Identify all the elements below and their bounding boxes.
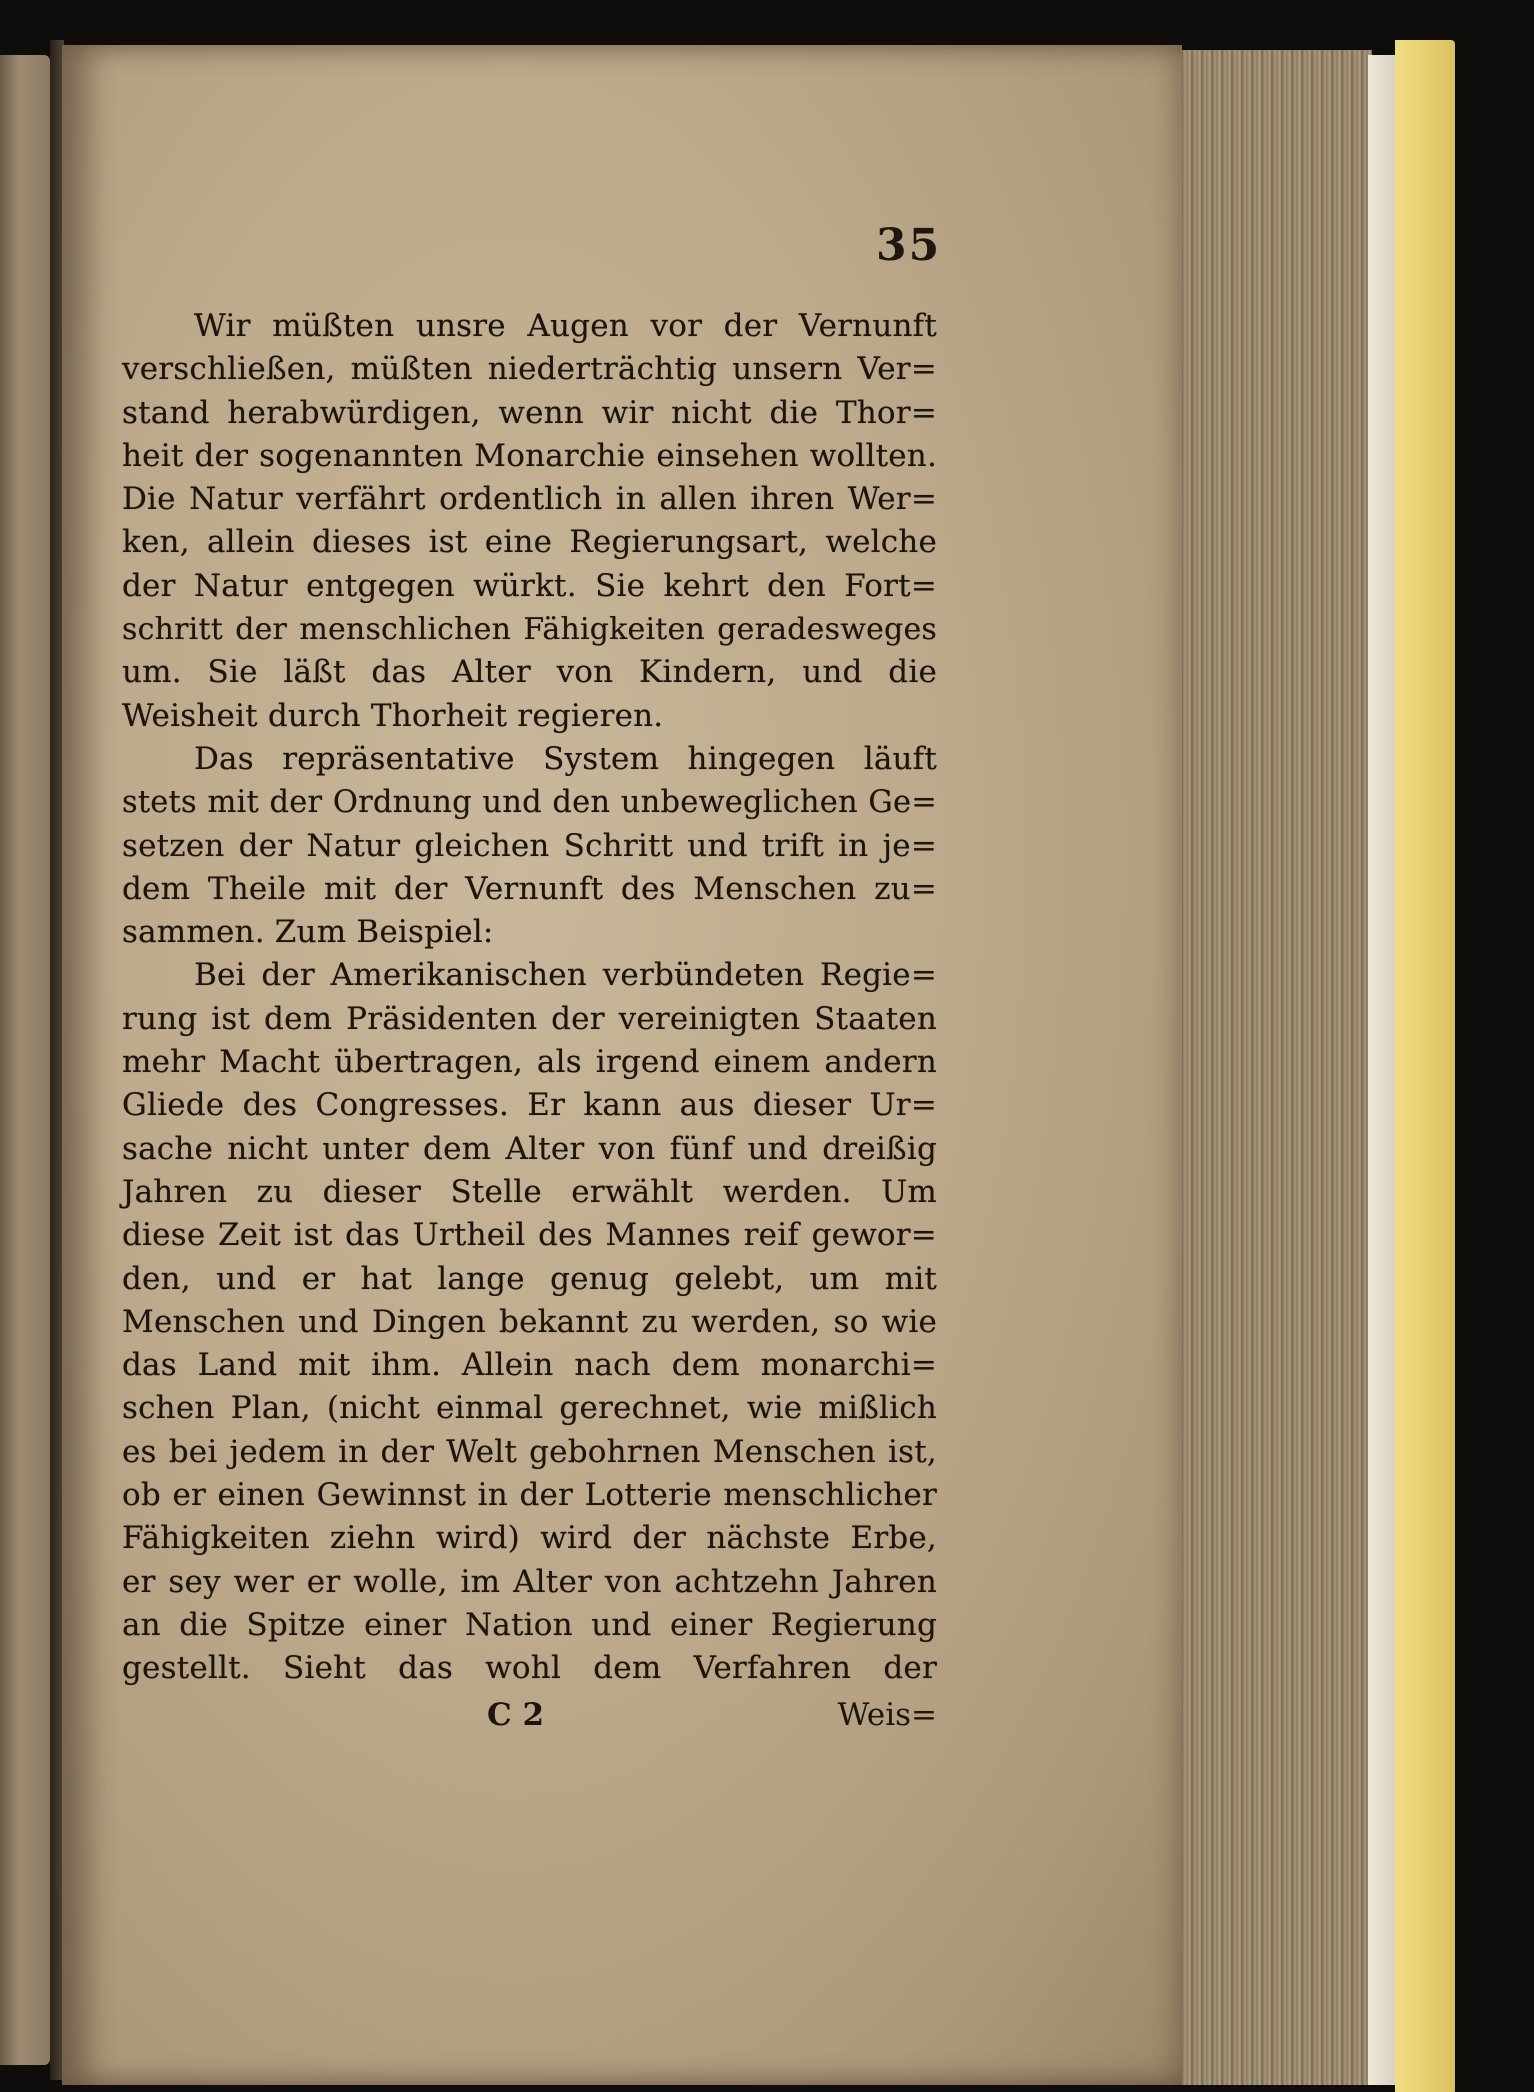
text-line: ken, allein dieses ist eine Regierungsart, welche	[122, 524, 937, 561]
page-stack-edges	[1170, 50, 1372, 2085]
text-line: stand herabwürdigen, wenn wir nicht die Thor=	[122, 394, 937, 431]
page-footer	[122, 1697, 937, 1741]
text-line: schritt der menschlichen Fähigkeiten geradesweges	[122, 612, 937, 648]
text-line: Wir müßten unsre Augen vor der Vernunft	[194, 308, 937, 344]
text-line: das Land mit ihm. Allein nach dem monarchi=	[122, 1347, 937, 1384]
text-line: Bei der Amerikanischen verbündeten Regie=	[194, 957, 937, 994]
text-line: Das repräsentative System hingegen läuft	[194, 740, 937, 777]
book-cover	[1395, 40, 1455, 2092]
text-line: mehr Macht übertragen, als irgend einem andern	[122, 1044, 937, 1081]
text-line: an die Spitze einer Nation und einer Regierung	[122, 1606, 937, 1643]
text-line: setzen der Natur gleichen Schritt und trift in je=	[122, 827, 937, 864]
text-line: Jahren zu dieser Stelle erwählt werden. Um	[122, 1173, 937, 1210]
text-line: den, und er hat lange genug gelebt, um mit	[122, 1260, 937, 1297]
catchword: Weis=	[837, 1697, 937, 1733]
text-line: Gliede des Congresses. Er kann aus dieser Ur=	[122, 1087, 937, 1124]
page-number: 35	[876, 220, 942, 271]
text-line: er sey wer er wolle, im Alter von achtzehn Jahren	[122, 1563, 937, 1600]
signature-mark: C 2	[487, 1697, 545, 1733]
text-line: stets mit der Ordnung und den unbeweglichen Ge=	[122, 785, 937, 821]
text-line: Fähigkeiten ziehn wird) wird der nächste Erbe,	[122, 1520, 937, 1557]
text-line: schen Plan, (nicht einmal gerechnet, wie mißlich	[122, 1390, 937, 1427]
body-text	[122, 305, 937, 1691]
text-line: Die Natur verfährt ordentlich in allen ihren Wer=	[122, 481, 937, 518]
text-line: es bei jedem in der Welt gebohrnen Menschen ist,	[122, 1433, 937, 1470]
text-line: sammen. Zum Beispiel:	[122, 914, 494, 951]
text-line: Weisheit durch Thorheit regieren.	[122, 697, 664, 734]
text-line: dem Theile mit der Vernunft des Menschen zu=	[122, 870, 937, 907]
endpaper-edge	[1368, 55, 1398, 2085]
text-line: um. Sie läßt das Alter von Kindern, und die	[122, 654, 937, 691]
text-line: diese Zeit ist das Urtheil des Mannes reif gewor=	[122, 1217, 937, 1254]
text-line: gestellt. Sieht das wohl dem Verfahren der	[122, 1650, 937, 1687]
text-line: rung ist dem Präsidenten der vereinigten Staaten	[122, 1000, 937, 1037]
text-line: verschließen, müßten niederträchtig unsern Ver=	[122, 351, 937, 388]
text-line: ob er einen Gewinnst in der Lotterie menschlicher	[122, 1477, 937, 1514]
previous-page-edge	[0, 55, 50, 2065]
text-line: sache nicht unter dem Alter von fünf und dreißig	[122, 1130, 937, 1167]
text-line: der Natur entgegen würkt. Sie kehrt den Fort=	[122, 567, 937, 604]
text-line: Menschen und Dingen bekannt zu werden, so wie	[122, 1303, 937, 1340]
text-line: heit der sogenannten Monarchie einsehen wollten.	[122, 437, 937, 474]
